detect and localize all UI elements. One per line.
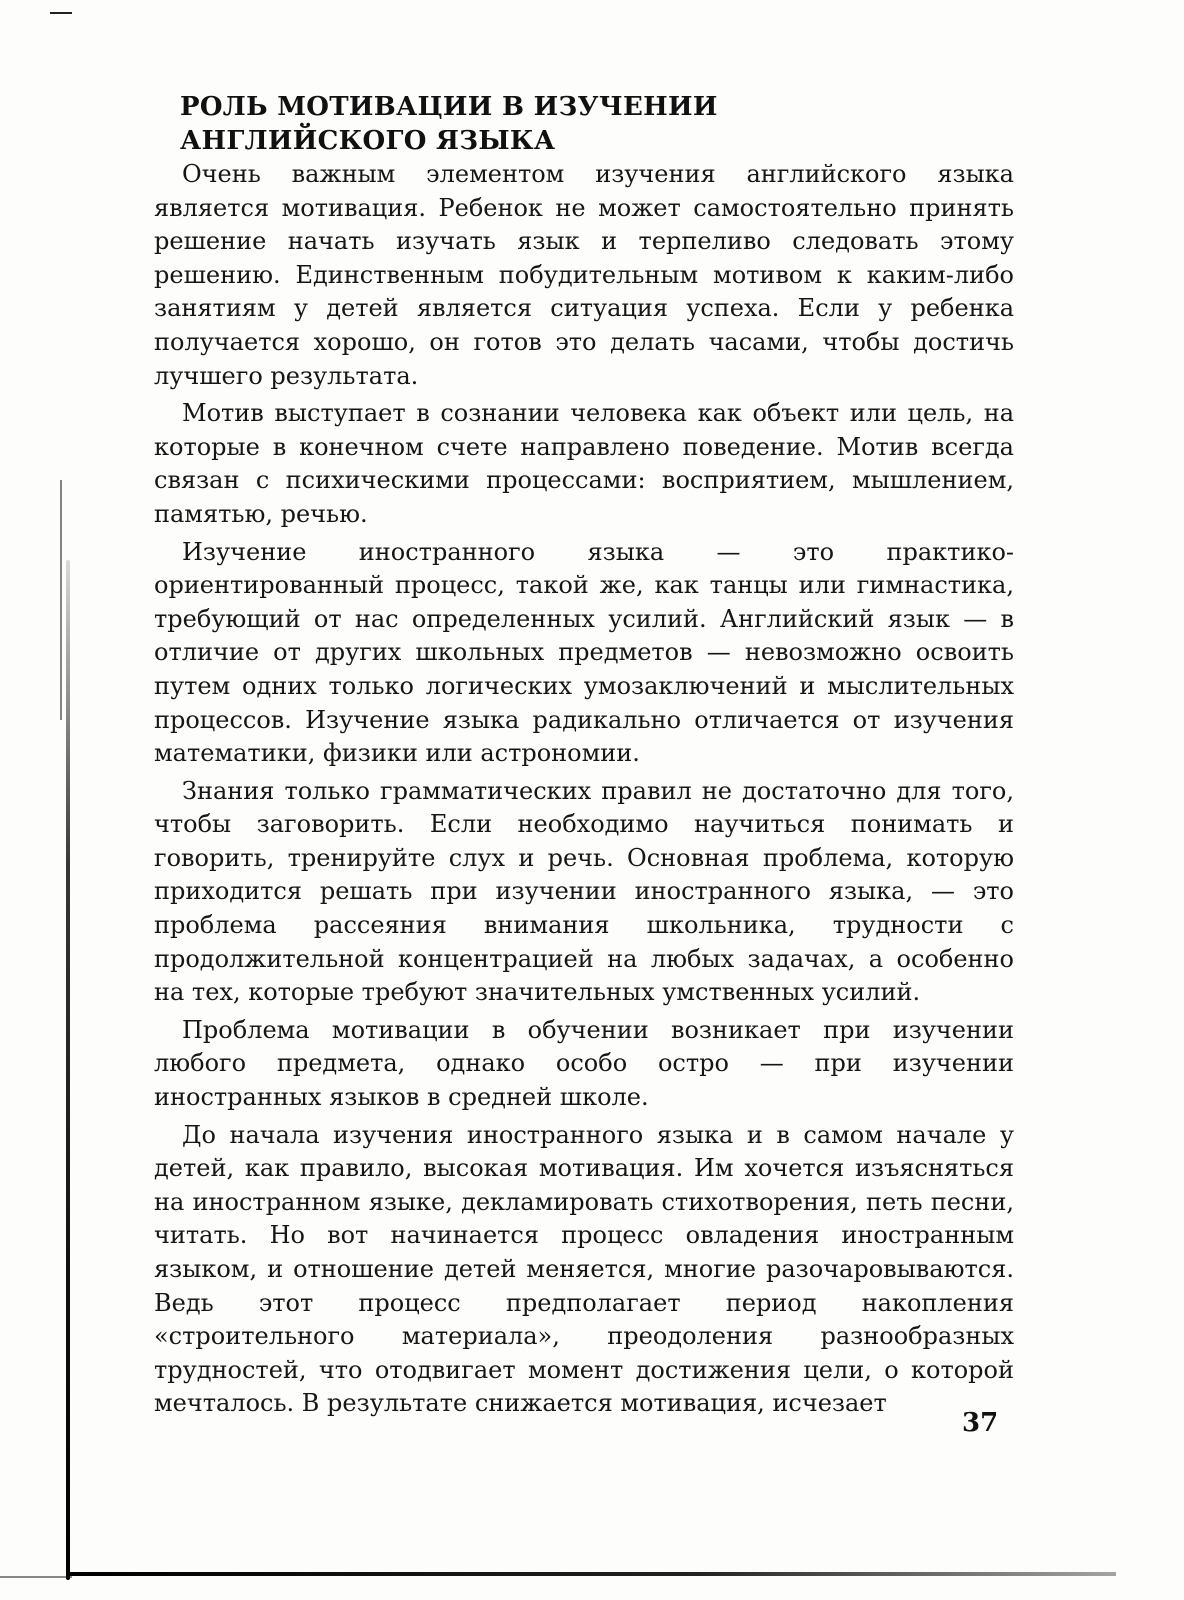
page-content <box>154 90 1014 1421</box>
paragraph-3: Изучение иностранного языка — это практико-ориентированный процесс, такой же, как танцы или гимнастика, требующий от нас определенных усилий. Английский язык — в отличие от других школьных предметов — невозможно освоить путем одних только логических умозаключений и мыслительных процессов. Изучение языка радикально отличается от изучения математики, физики или астрономии. <box>154 537 1014 768</box>
section-title <box>180 90 1014 158</box>
title-line-2: АНГЛИЙСКОГО ЯЗЫКА <box>180 126 556 156</box>
paragraph-6: До начала изучения иностранного языка и в самом начале у детей, как правило, высокая мотивация. Им хочется изъясняться на иностранном языке, декламировать стихотворения, петь песни, читать. Но вот начинается процесс овладения иностранным языком, и отношение детей меняется, многие разочаровываются. Ведь этот процесс предполагает период накопления «строительного материала», преодоления разнообразных трудностей, что отодвигает момент достижения цели, о которой мечталось. В результате снижается мотивация, исчезает <box>154 1120 1014 1418</box>
paragraph-4: Знания только грамматических правил не достаточно для того, чтобы заговорить. Если необходимо научиться понимать и говорить, тренируйте слух и речь. Основная проблема, которую приходится решать при изучении иностранного языка, — это проблема рассеяния внимания школьника, трудности с продолжительной концентрацией на любых задачах, а особенно на тех, которые требуют значительных умственных усилий. <box>154 776 1014 1007</box>
paragraph-1: Очень важным элементом изучения английского языка является мотивация. Ребенок не может самостоятельно принять решение начать изучать язык и терпеливо следовать этому решению. Единственным побудительным мотивом к каким-либо занятиям у детей является ситуация успеха. Если у ребенка получается хорошо, он готов это делать часами, чтобы достичь лучшего результата. <box>154 160 1014 390</box>
binding-edge <box>66 560 70 1580</box>
body-text <box>154 158 1014 1421</box>
binding-shadow <box>60 480 62 720</box>
paragraph-2: Мотив выступает в сознании человека как объект или цель, на которые в конечном счете направлено поведение. Мотив всегда связан с психическими процессами: восприятием, мышлением, памятью, речью. <box>154 399 1014 528</box>
page-number: 37 <box>962 1408 999 1438</box>
paragraph-5: Проблема мотивации в обучении возникает при изучении любого предмета, однако особо остро — при изучении иностранных языков в средней школе. <box>154 1015 1014 1112</box>
title-line-1: РОЛЬ МОТИВАЦИИ В ИЗУЧЕНИИ <box>180 92 718 122</box>
scan-mark <box>50 12 72 14</box>
page-bottom-edge <box>66 1572 1116 1576</box>
scan-edge-mark <box>0 1576 72 1578</box>
